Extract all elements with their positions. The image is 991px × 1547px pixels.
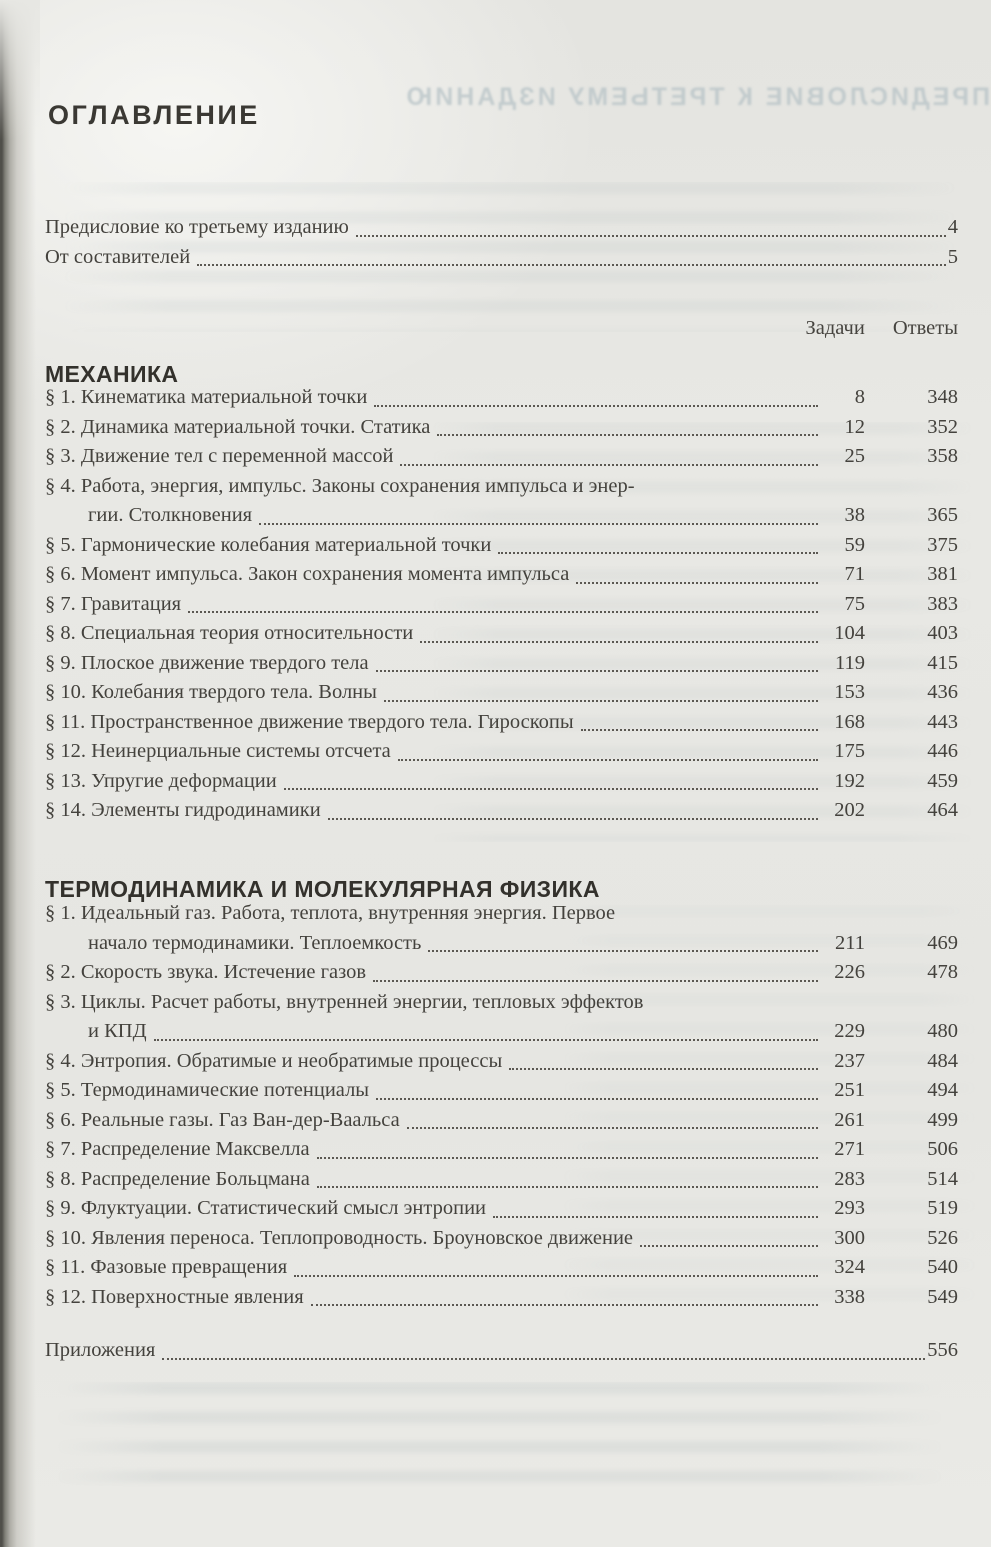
toc-entry-line [45, 1194, 958, 1224]
dot-leader [328, 818, 818, 820]
toc-entry-text: § 7. Распределение Максвелла [45, 1138, 310, 1160]
toc-entry-text: § 11. Пространственное движение твердого тела. Гироскопы [45, 710, 574, 733]
answers-page-number: 478 [927, 961, 958, 983]
toc-intro-title: Предисловие ко третьему изданию [45, 216, 349, 238]
page-title: ОГЛАВЛЕНИЕ [48, 100, 260, 131]
toc-entry-text: § 6. Момент импульса. Закон сохранения момента импульса [45, 563, 570, 585]
answers-page-number: 549 [927, 1285, 958, 1308]
dot-leader [317, 1157, 818, 1159]
problems-page-number: 153 [834, 681, 865, 703]
intro-page-number: 4 [947, 216, 958, 238]
dot-leader [428, 950, 818, 952]
answers-page-number: 446 [927, 740, 958, 762]
dot-leader [376, 670, 818, 672]
answers-page-number: 464 [927, 799, 958, 821]
toc-entry-text: § 13. Упругие деформации [45, 769, 277, 792]
toc-entry-text: § 4. Энтропия. Обратимые и необратимые процессы [45, 1049, 503, 1072]
problems-page-number: 300 [834, 1226, 865, 1249]
answers-page-number: 436 [927, 681, 958, 703]
book-spine-shadow [0, 0, 40, 1547]
toc-entry-text: § 10. Явления переноса. Теплопроводность. Броуновское движение [45, 1226, 634, 1249]
toc-entry-line [45, 929, 958, 959]
answers-page-number: 375 [927, 533, 958, 556]
dot-leader [398, 759, 818, 761]
thermodynamics-entries [45, 899, 958, 1312]
appendix-page-number: 556 [927, 1339, 958, 1361]
mechanics-entries [45, 383, 958, 826]
dot-leader [581, 729, 818, 731]
dot-leader [373, 980, 818, 982]
answers-page-number: 383 [927, 592, 958, 615]
toc-entry-text: начало термодинамики. Теплоемкость [88, 931, 422, 954]
dot-leader [420, 641, 818, 643]
problems-page-number: 71 [844, 563, 865, 585]
answers-page-number: 443 [927, 710, 958, 733]
problems-page-number: 251 [834, 1079, 865, 1101]
toc-entry-text: § 6. Реальные газы. Газ Ван-дер-Ваальса [45, 1108, 400, 1131]
toc-entry-line [45, 1076, 958, 1106]
problems-page-number: 175 [834, 740, 865, 762]
answers-page-number: 494 [927, 1079, 958, 1101]
toc-entry-line [45, 619, 958, 649]
toc-entry-line [45, 413, 958, 443]
toc-entry-text: § 5. Термодинамические потенциалы [45, 1079, 370, 1101]
problems-page-number: 229 [834, 1020, 865, 1042]
toc-entry-line [45, 649, 958, 679]
toc-entry-text: § 7. Гравитация [45, 592, 182, 615]
toc-entry-line [45, 767, 958, 797]
answers-page-number: 415 [927, 651, 958, 674]
problems-page-number: 237 [834, 1049, 865, 1072]
answers-page-number: 484 [927, 1049, 958, 1072]
toc-intro-row [45, 243, 958, 273]
dot-leader [640, 1245, 818, 1247]
toc-entry-line [45, 472, 958, 502]
toc-entry-text: § 5. Гармонические колебания материальной точки [45, 533, 492, 556]
toc-entry-line [45, 560, 958, 590]
toc-entry-text: § 3. Циклы. Расчет работы, внутренней энергии, тепловых эффектов [45, 990, 644, 1013]
dot-leader [437, 434, 818, 436]
problems-page-number: 12 [844, 415, 865, 438]
dot-leader [576, 582, 818, 584]
problems-page-number: 192 [834, 769, 865, 792]
answers-page-number: 352 [927, 415, 958, 438]
answers-page-number: 381 [927, 563, 958, 585]
toc-entry-text: § 9. Флуктуации. Статистический смысл энтропии [45, 1197, 487, 1219]
toc-entry-line [45, 708, 958, 738]
problems-page-number: 226 [834, 961, 865, 983]
problems-page-number: 261 [834, 1108, 865, 1131]
toc-entry-text: § 2. Скорость звука. Истечение газов [45, 961, 367, 983]
answers-page-number: 480 [927, 1020, 958, 1042]
answers-page-number: 459 [927, 769, 958, 792]
appendix-title: Приложения [45, 1339, 156, 1361]
toc-entry-line [45, 899, 958, 929]
answers-page-number: 348 [927, 386, 958, 408]
problems-page-number: 75 [844, 592, 865, 615]
problems-page-number: 324 [834, 1256, 865, 1278]
toc-entry-line [45, 1283, 958, 1313]
toc-entry-line [45, 1135, 958, 1165]
toc-entry-text: § 12. Неинерциальные системы отсчета [45, 740, 391, 762]
answers-page-number: 499 [927, 1108, 958, 1131]
dot-leader [384, 700, 818, 702]
toc-entry-text: § 11. Фазовые превращения [45, 1256, 288, 1278]
toc-entry-line [45, 531, 958, 561]
problems-page-number: 211 [835, 931, 865, 954]
toc-entry-line [45, 1165, 958, 1195]
toc-entry-line [45, 737, 958, 767]
problems-page-number: 25 [844, 445, 865, 467]
toc-entry-text: § 2. Динамика материальной точки. Статика [45, 415, 431, 438]
answers-page-number: 365 [927, 504, 958, 526]
answers-page-number: 403 [927, 622, 958, 644]
section-heading-thermodynamics: ТЕРМОДИНАМИКА И МОЛЕКУЛЯРНАЯ ФИЗИКА [45, 876, 600, 903]
dot-leader [374, 405, 818, 407]
problems-page-number: 168 [834, 710, 865, 733]
problems-page-number: 271 [834, 1138, 865, 1160]
dot-leader [376, 1098, 818, 1100]
bleed-through-header: ПРЕДИСЛОВИЕ К ТРЕТЬЕМУ ИЗДАНИЮ [403, 83, 990, 111]
dot-leader [294, 1275, 818, 1277]
answers-page-number: 519 [927, 1197, 958, 1219]
problems-page-number: 119 [835, 651, 865, 674]
toc-entry-line [45, 501, 958, 531]
toc-entry-text: § 10. Колебания твердого тела. Волны [45, 681, 377, 703]
answers-page-number: 469 [927, 931, 958, 954]
toc-entry-line [45, 1017, 958, 1047]
dot-leader [154, 1039, 818, 1041]
toc-entry-line [45, 1106, 958, 1136]
toc-entry-line [45, 442, 958, 472]
dot-leader [311, 1304, 818, 1306]
toc-intro-title: От составителей [45, 245, 191, 268]
toc-entry-text: § 1. Идеальный газ. Работа, теплота, внутренняя энергия. Первое [45, 902, 616, 924]
toc-entry-text: и КПД [88, 1020, 147, 1042]
problems-column-header: Задачи [805, 317, 865, 339]
dot-leader [162, 1358, 925, 1360]
toc-entry-text: § 12. Поверхностные явления [45, 1285, 304, 1308]
dot-leader [407, 1127, 818, 1129]
answers-page-number: 526 [927, 1226, 958, 1249]
answers-page-number: 358 [927, 445, 958, 467]
problems-page-number: 293 [834, 1197, 865, 1219]
dot-leader [188, 611, 818, 613]
toc-entry-text: § 9. Плоское движение твердого тела [45, 651, 369, 674]
toc-entry-line [45, 1224, 958, 1254]
answers-page-number: 506 [927, 1138, 958, 1160]
toc-entry-text: § 1. Кинематика материальной точки [45, 386, 368, 408]
toc-entry-line [45, 590, 958, 620]
bleed-through-artifact [55, 1382, 945, 1487]
dot-leader [284, 788, 818, 790]
answers-page-number: 540 [927, 1256, 958, 1278]
toc-entry-text: § 8. Распределение Больцмана [45, 1167, 310, 1190]
toc-entry-text: § 3. Движение тел с переменной массой [45, 445, 394, 467]
dot-leader [400, 464, 818, 466]
toc-intro-row [45, 213, 958, 243]
dot-leader [356, 235, 946, 237]
dot-leader [493, 1216, 818, 1218]
problems-page-number: 283 [834, 1167, 865, 1190]
toc-entry-text: § 8. Специальная теория относительности [45, 622, 414, 644]
toc-entry-line [45, 988, 958, 1018]
problems-page-number: 59 [844, 533, 865, 556]
section-heading-mechanics: МЕХАНИКА [45, 361, 179, 388]
toc-entry-text: § 4. Работа, энергия, импульс. Законы сохранения импульса и энер- [45, 474, 635, 497]
dot-leader [509, 1068, 818, 1070]
toc-entry-line [45, 796, 958, 826]
problems-page-number: 8 [854, 386, 865, 408]
answers-page-number: 514 [927, 1167, 958, 1190]
toc-entry-line [45, 678, 958, 708]
dot-leader [317, 1186, 818, 1188]
dot-leader [197, 264, 946, 266]
dot-leader [259, 523, 818, 525]
toc-entry-line [45, 383, 958, 413]
toc-entry-text: § 14. Элементы гидродинамики [45, 799, 321, 821]
column-headers [45, 317, 958, 340]
answers-column-header: Ответы [892, 317, 958, 339]
appendix-list [45, 1336, 958, 1366]
problems-page-number: 202 [834, 799, 865, 821]
problems-page-number: 338 [834, 1285, 865, 1308]
toc-entry-line [45, 1253, 958, 1283]
toc-entry-line [45, 1047, 958, 1077]
dot-leader [498, 552, 818, 554]
appendix-row [45, 1336, 958, 1366]
toc-entry-line [45, 958, 958, 988]
intro-list [45, 213, 958, 272]
problems-page-number: 104 [834, 622, 865, 644]
problems-page-number: 38 [844, 504, 865, 526]
intro-page-number: 5 [947, 245, 958, 268]
toc-entry-text: гии. Столкновения [88, 504, 253, 526]
